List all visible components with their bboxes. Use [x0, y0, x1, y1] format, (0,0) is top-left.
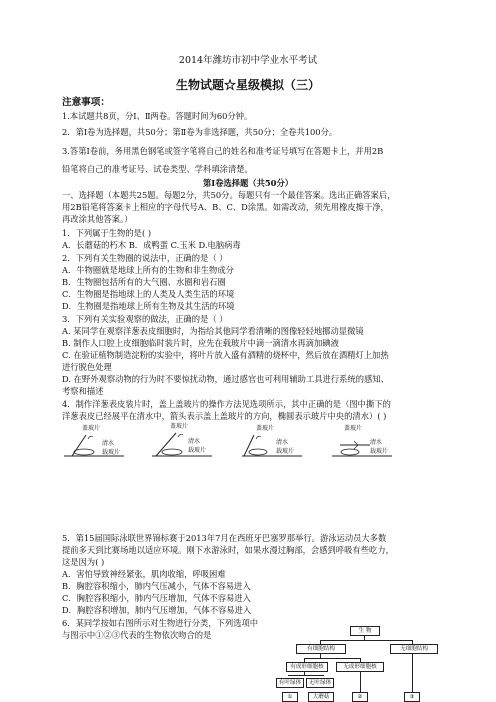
note-2: 2．第Ⅰ卷为选择题，共50分；第Ⅱ卷为非选择题，共50分；全卷共100分。 [62, 127, 338, 137]
q3-option-c-1: C. 在验证植物制造淀粉的实验中，将叶片放入盛有酒精的烧杯中，然后放在酒精灯上加热 [62, 350, 389, 360]
q5-stem-3: 这是因为( ) [62, 557, 105, 567]
q4-figure-b [150, 425, 214, 459]
q4-a-cover-label: 盖玻片 [82, 425, 101, 432]
q4-c-cover-label: 盖玻片 [256, 425, 275, 432]
q1-options: A．长蘑菇的朽木 B．成鸭蛋 C.玉米 D.电脑病毒 [62, 240, 241, 250]
section-intro-2: 用2B铅笔将答案卡上相应的字母代号A、B、C、D涂黑。如需改动，须先用橡皮擦干净， [62, 202, 389, 212]
q5-option-d: D．胸腔容积增加，肺内气压增加，气体不容易进入 [62, 605, 252, 615]
tree-root: 生 物 [350, 626, 380, 636]
tree-mushroom: 大蘑菇 [308, 692, 334, 702]
tree-left-left: 有成形细胞核 [286, 662, 328, 672]
q4-figure-d [330, 425, 394, 459]
note-1: 1.本试题共8页，分Ⅰ、Ⅱ两卷。答题时间为60分钟。 [62, 111, 253, 121]
q5-option-b: B．胸腔容积缩小，肺内气压减小，气体不容易进入 [62, 581, 251, 591]
tree-right: 无细胞结构 [390, 644, 438, 654]
q4-d-slide-label: 载玻片 [370, 448, 389, 455]
tree-blank-3: ③ [404, 692, 420, 702]
section-title: 第Ⅰ卷选择题（共50分） [202, 178, 294, 188]
section-intro-1: 一、选择题（本题共25题。每题2分，共50分。每题只有一个最佳答案。选出正确答案后， [62, 190, 396, 200]
q2-option-d: D．生物圈是指地球上所有生物及其生活的环境 [62, 301, 235, 311]
tree-blank-1: ① [282, 692, 298, 702]
q4-b-water-label: 清水 [188, 438, 201, 445]
classification-tree [278, 626, 440, 702]
q3-option-c-2: 进行脱色处理 [62, 362, 112, 372]
note-3b: 铅笔将自己的准考证号、试卷类型、学科填涂清楚。 [62, 164, 253, 174]
q1-stem: 1．下列属于生物的是( ) [62, 228, 152, 238]
note-3a: 3.答第Ⅰ卷前，务用黑色钢笔或签字笔将自己的姓名和准考证号填写在答题卡上，并用2B [62, 146, 384, 156]
q6-stem-1: 6．某同学按如右图所示对生物进行分类，下列选项中 [62, 618, 259, 628]
q2-option-b: B．生物圈包括所有的大气圈、水圈和岩石圈 [62, 277, 226, 287]
q2-option-c: C．生物圈是指地球上的人类及人类生活的环境 [62, 289, 235, 299]
tree-green: 有叶绿体 [276, 678, 304, 688]
q3-option-a: A. 某同学在观察洋葱表皮细胞时，为指给其他同学看清晰的图像轻轻地挪动显微镜 [62, 326, 364, 336]
q3-option-d-2: 考察和描述 [62, 386, 104, 396]
q3-option-d-1: D. 在野外观察动物的行为时不要惊扰动物，通过感官也可利用辅助工具进行系统的感知、 [62, 374, 389, 384]
q5-option-a: A．害怕导致神经紧张，肌肉收缩，呼吸困难 [62, 569, 226, 579]
tree-blank-2: ② [352, 692, 368, 702]
q4-b-cover-label: 盖玻片 [170, 423, 189, 430]
q4-figure-c [240, 425, 304, 459]
q4-c-slide-label: 载玻片 [276, 448, 295, 455]
q5-stem-2: 提前多天到比赛场地以适应环境。刚下水游泳时，如果水漫过胸部，会感到呼吸有些吃力， [62, 545, 394, 555]
q4-b-slide-label: 载玻片 [188, 447, 207, 454]
q2-option-a: A．牛物圈就是地球上所有的生物和非生物成分 [62, 265, 234, 275]
q2-stem: 2．下列有关生物圈的说法中，正确的是（ ） [62, 253, 228, 263]
q4-c-water-label: 清水 [276, 439, 289, 446]
q5-option-c: C．胸腔容积缩小，肺内气压增加，气体不容易进入 [62, 593, 251, 603]
q4-figure-a [62, 425, 126, 459]
notes-heading: 注意事项： [62, 97, 110, 108]
exam-subtitle: 生物试题☆星级模拟（三） [175, 78, 320, 92]
section-intro-3: 再改涂其他答案。） [62, 214, 133, 224]
q5-stem-1: 5．第15届国际泳联世界锦标赛于2013年7月在西班牙巴塞罗那举行。游泳运动员大多数 [62, 533, 387, 543]
q3-option-b: B. 制作人口腔上皮细胞临时装片时，应先在载玻片中滴一滴清水再滴加碘液 [62, 338, 339, 348]
q4-a-water-label: 清水 [102, 440, 115, 447]
q4-stem-2: 洋葱表皮已经展平在清水中，箭头表示盖上盖玻片的方向，椭圆表示玻片中央的清水）( ) [62, 411, 387, 421]
tree-left-right: 无成形细胞核 [336, 662, 384, 672]
q3-stem: 3．下列有关实验观察的做法，正确的是（ ） [62, 314, 228, 324]
tree-left: 有细胞结构 [296, 644, 346, 654]
q4-d-cover-label: 盖玻片 [344, 425, 363, 432]
q4-a-slide-label: 载玻片 [102, 449, 121, 456]
q4-d-water-label: 清水 [370, 439, 383, 446]
q6-stem-2: 与图示中①②③代表的生物依次吻合的是 [62, 630, 212, 640]
exam-title: 2014年潍坊市初中学业水平考试 [178, 55, 318, 66]
tree-nongreen: 无叶绿体 [306, 678, 334, 688]
q4-stem-1: 4．制作洋葱表皮装片时，盖上盖玻片的操作方法见选项所示，其中正确的是（图中撕下的 [62, 399, 391, 409]
